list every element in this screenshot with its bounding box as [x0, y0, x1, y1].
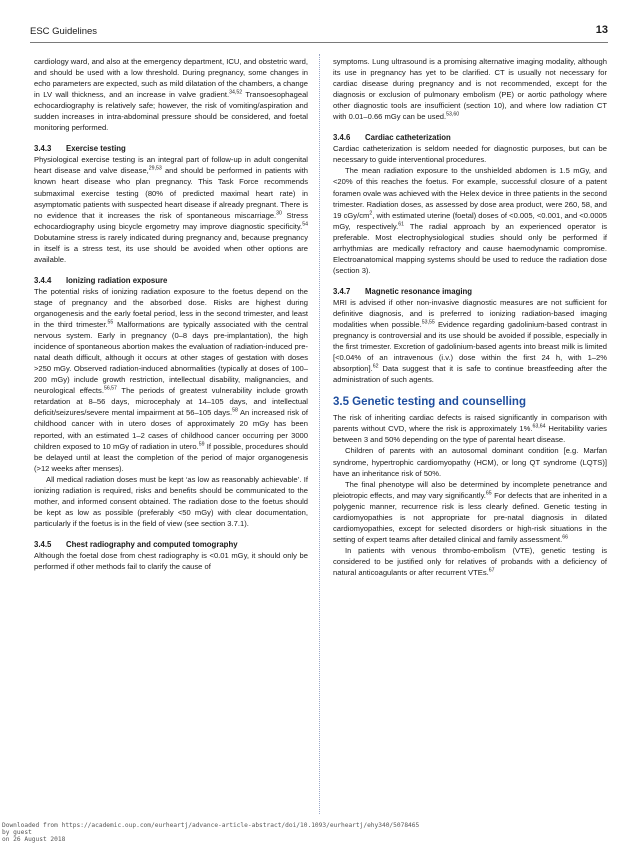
download-date: on 26 August 2018 [2, 836, 66, 844]
radiation-paragraph: The potential risks of ionizing radiation exposure to the foetus depend on the stage of pregnancy and the absorbed dose. Risks are highest during organogenesis and the early foetal period, less in the second trimester, and least in the third trimester.$^{55}$ Malformations are typically associated with the central nervous system. Early in pregnancy (0–8 days pre-implantation), the high incidence of spontaneous abortion makes the evaluation of radiation-induced pre-natal death difficult, although it occurs at other stages of gestation with doses >250 mGy. Observed radiation-induced abnormalities (typically at doses of 100–200 mGy) include growth restriction, intellectual disability, malignancies, and neurological effects.$^{56,57}$ The periods of greatest vulnerability include growth retardation at 8–56 days, microcephaly at 14–105 days, and intellectual deficit/seizures/severe mental impairment at 56–105 days.$^{58}$ An increased risk of childhood cancer with in utero doses of approximately 20 mGy has been reported, with an estimated 1–2 cases of childhood cancer occurring per 3000 children exposed to 10 mGy of radiation in utero.$^{59}$ If possible, procedures should be delayed until at least the completion of the period of major organogenesis (>12 weeks after menses). [34, 286, 309, 473]
citation[interactable]: 61 [398, 221, 405, 228]
citation[interactable]: 55 [107, 319, 114, 326]
citation[interactable]: 59 [198, 441, 205, 448]
citation[interactable]: 34,52 [229, 89, 243, 96]
citation[interactable]: 30 [276, 210, 282, 217]
citation[interactable]: 65 [485, 490, 492, 497]
left-column [34, 56, 308, 572]
radiation-dose-paragraph: All medical radiation doses must be kept ‘as low as reasonably achievable’. If ionizing radiation is required, risks and benefits should be communicated to the mother, and informed consent obtained. The radiation dose to the foetus should be kept as low as possible (preferably <50 mGy) with clear documentation, particularly if the foetus is in the field of view (see section 3.7.1). [34, 474, 308, 528]
section-heading-3-4-5: 3.4.5 Chest radiography and computed tomography [34, 539, 238, 549]
running-header [30, 22, 608, 42]
citation[interactable]: 53,55 [421, 319, 435, 326]
journal-name: ESC Guidelines [30, 26, 98, 37]
section-heading-3-4-7: 3.4.7 Magnetic resonance imaging [333, 286, 473, 296]
right-column [333, 56, 607, 578]
citation[interactable]: 29,53 [148, 165, 162, 172]
download-watermark [2, 822, 419, 844]
download-by: by guest [2, 829, 32, 837]
citation[interactable]: 63,64 [532, 423, 546, 430]
catheterization-dose-paragraph: The mean radiation exposure to the unshielded abdomen is 1.5 mGy, and <20% of this reaches the foetus. For example, successful closure of a patent foramen ovale was achieved with the Helex device in three patients in the second trimester. Radiation doses, as assessed by dose area product, were 260, 58, and 19 cGy/$cm^2$, with estimated uterine (foetal) doses of <0.005, <0.001, and <0.0005 mGy, respectively.$^{61}$ The radial approach by an experienced operator is preferable. Most electrophysiological studies should only be performed if arrhythmias are medically refractory and cause haemodynamic compromise. Electroanatomical mapping systems should be used to reduce the radiation dose (section 3). [333, 166, 608, 275]
section-heading-3-4-6: 3.4.6 Cardiac catheterization [333, 133, 451, 143]
citation[interactable]: 58 [232, 407, 238, 414]
column-divider [319, 54, 320, 814]
citation[interactable]: 56,57 [103, 385, 117, 392]
page-number: 13 [595, 24, 608, 36]
autosomal-paragraph: Children of parents with an autosomal dominant condition [e.g. Marfan syndrome, hypertrophic cardiomyopathy (HCM), or long QT syndrome (LQTS)] have an inheritance risk of 50%. [333, 446, 607, 478]
exercise-testing-paragraph: Physiological exercise testing is an integral part of follow-up in adult congenital heart disease and valve disease,$^{29,53}$ and should be performed in patients with known heart disease who plan pregnancy. This Task Force recommends submaximal exercise testing (80% of predicted maximal heart rate) in asymptomatic patients with suspected heart disease if already pregnant. There is no evidence that it increases the risk of spontaneous miscarriage.$^{30}$ Stress echocardiography using bicycle ergometry may improve diagnostic specificity.$^{54}$ Dobutamine stress is rarely indicated during pregnancy and, because pregnancy in itself is a stress test, its use should be avoided when other options are available. [34, 155, 308, 264]
vte-paragraph: In patients with venous thrombo-embolism (VTE), genetic testing is considered to be justified only for relatives of probands with a deficiency of natural anticoagulants or after recurrent VTEs.$^{67}$ [333, 545, 607, 577]
mri-paragraph: MRI is advised if other non-invasive diagnostic measures are not sufficient for definitive diagnosis, and is preferred to ionizing radiation-based imaging modalities when possible.$^{53,55}$ Evidence regarding gadolinium-based contrast in pregnancy is controversial and its use should be avoided if possible, especially in the first trimester. Excretion of gadolinium-based agents into breast milk is limited [<0.04% of an intravenous (i.v.) dose within the first 24 h, with 1–2% absorption].$^{62}$ Data suggest that it is safe to continue breastfeeding after the administration of such agents. [333, 297, 607, 385]
catheterization-paragraph: Cardiac catheterization is seldom needed for diagnostic purposes, but can be necessary to guide interventional procedures. [333, 144, 607, 165]
citation[interactable]: 62 [372, 363, 379, 370]
citation[interactable]: 54 [302, 221, 308, 228]
intro-paragraph: cardiology ward, and also at the emergency department, ICU, and obstetric ward, and should be used with a low threshold. During pregnancy, some changes in echo parameters are expected, such as mild dilatation of the chambers, a change in LV wall thickness, and an increase in valve gradient.$^{34,52}$ Transoesophageal echocardiography is relatively safe; however, the risk of vomiting/aspiration and sudden increases in intra-abdominal pressure should be considered, and foetal monitoring performed. [34, 57, 308, 133]
citation[interactable]: 66 [562, 534, 568, 541]
section-heading-3-5: 3.5 Genetic testing and counselling [333, 396, 526, 409]
header-rule [30, 42, 608, 43]
section-heading-3-4-3: 3.4.3 Exercise testing [34, 144, 126, 154]
download-url[interactable]: Downloaded from https://academic.oup.com/eurheartj/advance-article-abstract/doi/10.1093/eurheartj/ehy340/5078465 [2, 822, 420, 829]
section-heading-3-4-4: 3.4.4 Ionizing radiation exposure [34, 275, 168, 285]
citation[interactable]: 53,60 [446, 111, 460, 118]
genetic-risk-paragraph: The risk of inheriting cardiac defects is raised significantly in comparison with parents without CVD, where the risk is approximately 1%.$^{63,64}$ Heritability varies between 3 and 50% depending on the type of parental heart disease. [333, 413, 607, 445]
chest-radiography-paragraph: Although the foetal dose from chest radiography is <0.01 mGy, it should only be performed if other methods fail to clarify the cause of [34, 550, 308, 572]
phenotype-paragraph: The final phenotype will also be determined by incomplete penetrance and pleiotropic effects, and may vary significantly.$^{65}$ For defects that are inherited in a polygenic manner, recurrence risk is less clearly defined. Genetic testing in cardiomyopathies is not appropriate for pre-natal diagnosis in dilated cardiomyopathies, except for selected disorders or high-risk situations in the setting of expert teams after detailed clinical and family assessment.$^{66}$ [333, 479, 607, 544]
ct-paragraph: symptoms. Lung ultrasound is a promising alternative imaging modality, although its use in pregnancy has yet to be clarified. CT is usually not necessary for cardiac disease during pregnancy and is not recommended, except for the diagnosis or exclusion of pulmonary embolism (PE) or aortic pathology where other diagnostic tools are insufficient (section 10), and where low radiation CT with 0.01–0.66 mGy can be used.$^{53,60}$ [333, 57, 607, 122]
citation[interactable]: 67 [488, 567, 495, 574]
